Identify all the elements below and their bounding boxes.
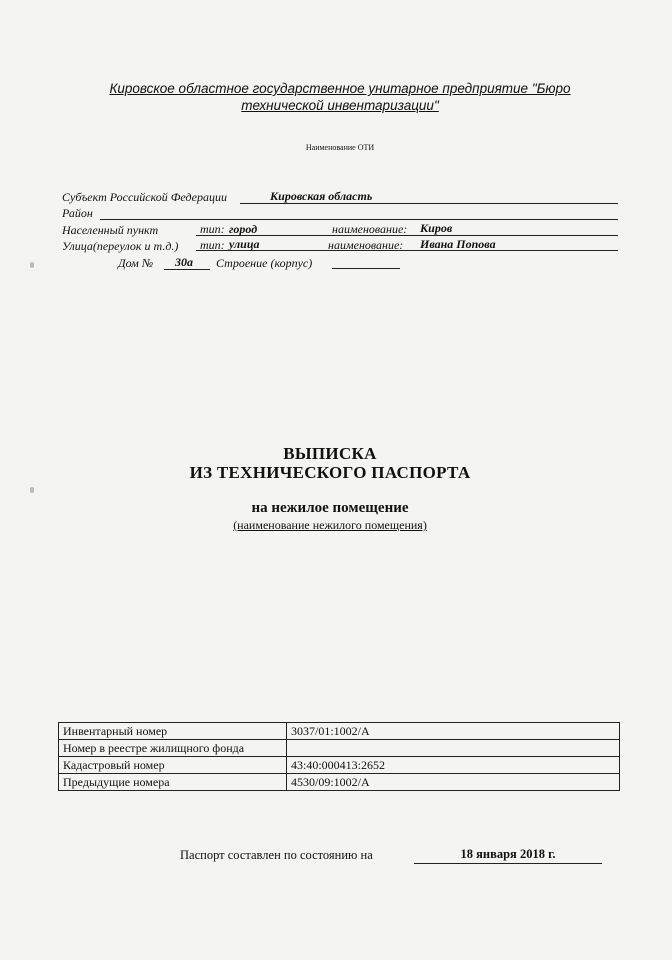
- street-name-value: Ивана Попова: [420, 237, 496, 251]
- table-row: [59, 723, 620, 740]
- number-value: 4530/09:1002/А: [287, 774, 620, 791]
- street-name-label: наименование:: [328, 238, 404, 252]
- street-type-value: улица: [229, 237, 260, 251]
- settlement-type-value: город: [229, 222, 258, 236]
- settlement-rule: [196, 235, 618, 236]
- table-row: [59, 757, 620, 774]
- passport-date-value: 18 января 2018 г.: [414, 847, 602, 864]
- object-type: на нежилое помещение: [251, 500, 409, 516]
- district-rule: [100, 219, 618, 220]
- number-label: Номер в реестре жилищного фонда: [59, 740, 287, 757]
- binding-hole: [30, 487, 34, 493]
- number-value: 43:40:000413:2652: [287, 757, 620, 774]
- settlement-type-label: тип:: [200, 222, 225, 236]
- number-label: Кадастровый номер: [59, 757, 287, 774]
- registration-numbers-table: [58, 722, 620, 791]
- number-label: Предыдущие номера: [59, 774, 287, 791]
- building-rule: [332, 268, 400, 269]
- district-label: Район: [62, 206, 93, 220]
- number-value: [287, 740, 620, 757]
- street-label: Улица(переулок и т.д.): [62, 239, 179, 253]
- table-row: [59, 774, 620, 791]
- settlement-name-value: Киров: [420, 221, 453, 235]
- organization-line-2: технической инвентаризации": [241, 98, 439, 113]
- binding-hole: [30, 262, 34, 268]
- oti-caption: Наименование ОТИ: [305, 143, 375, 152]
- house-rule: [164, 269, 210, 270]
- document-title-line-2: ИЗ ТЕХНИЧЕСКОГО ПАСПОРТА: [189, 463, 471, 482]
- settlement-name-label: наименование:: [332, 222, 408, 236]
- subject-value: Кировская область: [270, 189, 373, 203]
- subject-rule: [240, 203, 618, 204]
- document-title: ВЫПИСКА: [283, 444, 377, 463]
- passport-date-label: Паспорт составлен по состоянию на: [180, 848, 373, 862]
- settlement-label: Населенный пункт: [62, 223, 159, 237]
- street-rule: [196, 250, 618, 251]
- house-label: Дом №: [118, 256, 154, 270]
- table-row: [59, 740, 620, 757]
- number-label: Инвентарный номер: [59, 723, 287, 740]
- organization-name: [60, 80, 620, 114]
- object-type-caption: (наименование нежилого помещения): [233, 518, 427, 532]
- house-value: 30а: [175, 255, 193, 269]
- number-value: 3037/01:1002/А: [287, 723, 620, 740]
- subject-label: Субъект Российской Федерации: [62, 190, 227, 204]
- organization-line-1: Кировское областное государственное унитарное предприятие "Бюро: [109, 81, 571, 96]
- street-type-label: тип:: [200, 238, 225, 252]
- building-label: Строение (корпус): [216, 256, 313, 270]
